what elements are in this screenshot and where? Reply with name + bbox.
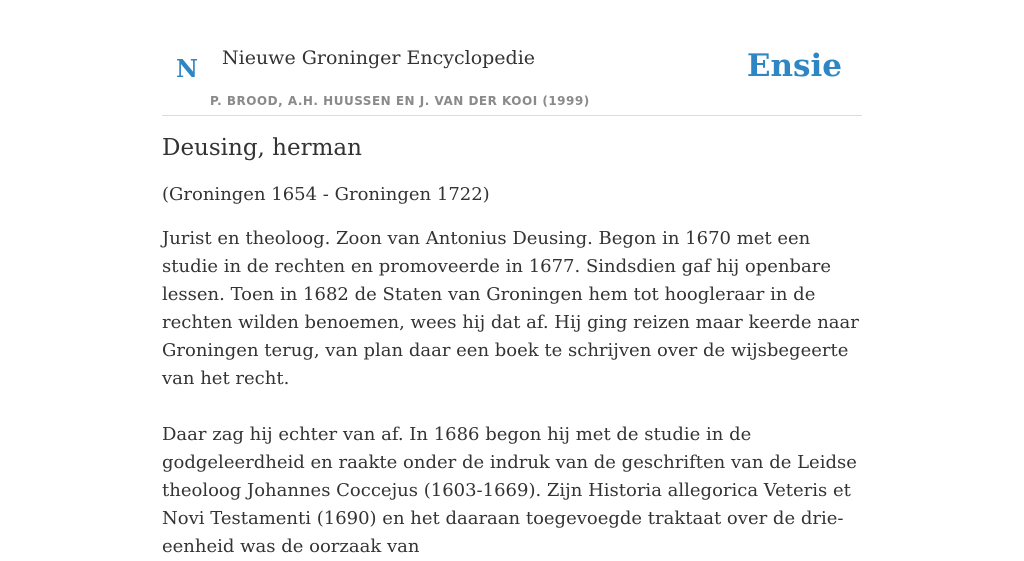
ensie-logo[interactable]: Ensie: [746, 48, 842, 84]
source-header: [162, 30, 862, 116]
entry-title: Deusing, herman: [162, 135, 362, 161]
entry-content: [162, 134, 867, 561]
source-authors: P. BROOD, A.H. HUUSSEN EN J. VAN DER KOOI (1999): [210, 94, 590, 108]
entry-paragraph-1: Jurist en theoloog. Zoon van Antonius Deusing. Begon in 1670 met een studie in de rechten en promoveerde in 1677. Sindsdien gaf hij openbare lessen. Toen in 1682 de Staten van Groningen hem tot hoogleraar in de rechten wilden benoemen, wees hij dat af. Hij ging reizen maar keerde naar Groningen terug, van plan daar een boek te schrijven over de wijsbegeerte van het recht.: [162, 228, 859, 390]
source-logo-icon[interactable]: N: [176, 54, 198, 83]
source-title-link[interactable]: Nieuwe Groninger Encyclopedie: [222, 47, 536, 69]
entry-lifespan: (Groningen 1654 - Groningen 1722): [162, 183, 490, 205]
entry-paragraph-2: Daar zag hij echter van af. In 1686 begon hij met de studie in de godgeleerdheid en raakte onder de indruk van de geschriften van de Leidse theoloog Johannes Coccejus (1603-1669). Zijn Historia allegorica Veteris et Novi Testamenti (1690) en het daaraan toegevoegde traktaat over de drie-eenheid was de oorzaak van: [162, 424, 857, 558]
